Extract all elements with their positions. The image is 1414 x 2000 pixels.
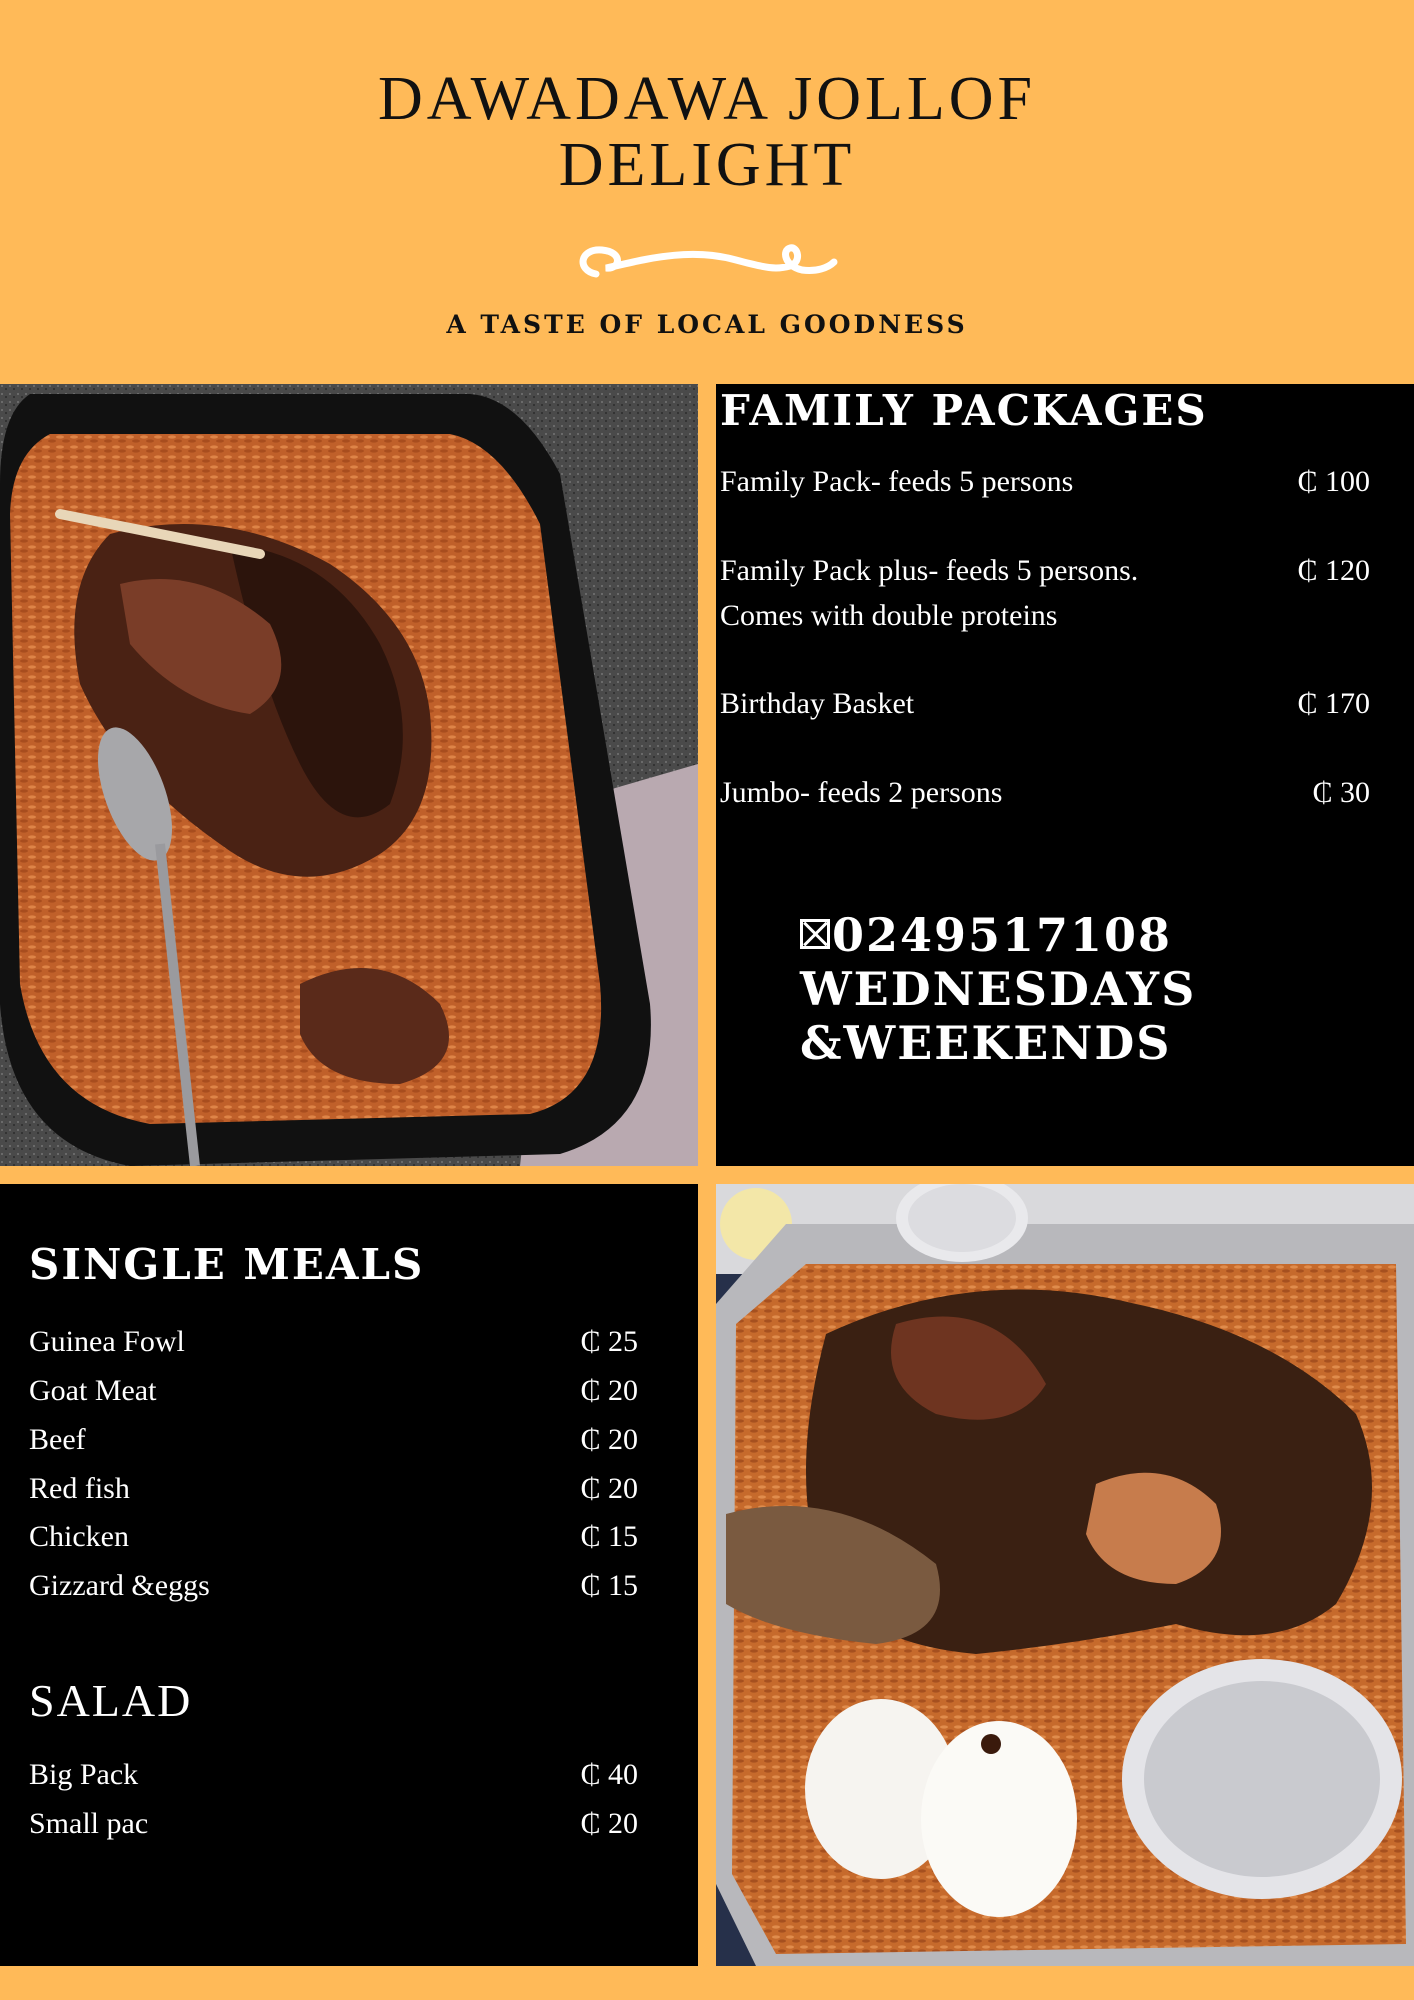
title-line-1: DAWADAWA JOLLOF [378,65,1036,133]
phone-icon [800,919,830,949]
family-item-price: ₵ 170 [1297,687,1370,720]
phone-row [800,908,1196,962]
salad-heading: SALAD [29,1675,193,1726]
single-item-name: Beef [29,1423,86,1456]
family-item-price: ₵ 100 [1297,465,1370,498]
single-item-price: ₵ 20 [580,1423,638,1456]
title-line-2: DELIGHT [558,131,856,199]
single-item-price: ₵ 15 [580,1520,638,1553]
salad-item-price: ₵ 40 [580,1758,638,1791]
family-item-name: Birthday Basket [720,687,915,720]
phone-number: 0249517108 [832,908,1173,962]
family-item-name: Family Pack- feeds 5 persons [720,465,1074,498]
tagline: A TASTE OF LOCAL GOODNESS [446,310,968,339]
family-packages-heading: FAMILY PACKAGES [720,386,1208,435]
single-meals-panel [0,1184,698,1966]
salad-item-name: Big Pack [29,1758,139,1791]
family-item-name: Jumbo- feeds 2 persons [720,776,1003,809]
single-item-name: Red fish [29,1472,130,1505]
family-item-price: ₵ 30 [1312,776,1370,809]
contact-info [800,908,1196,1070]
single-item-name: Goat Meat [29,1374,157,1407]
single-item-name: Gizzard &eggs [29,1569,210,1602]
single-meals-heading: SINGLE MEALS [29,1240,425,1289]
single-item-price: ₵ 15 [580,1569,638,1602]
family-item-price: ₵ 120 [1297,554,1370,587]
single-item-price: ₵ 25 [580,1325,638,1358]
salad-item-name: Small pac [29,1807,149,1840]
salad-item-price: ₵ 20 [580,1807,638,1840]
jollof-photo-bottom [716,1184,1414,1966]
open-days-line-1: WEDNESDAYS [800,962,1197,1016]
family-item-subtext: Comes with double proteins [720,599,1058,632]
jollof-photo-top [0,384,698,1166]
single-item-name: Chicken [29,1520,129,1553]
single-item-name: Guinea Fowl [29,1325,185,1358]
menu-header [0,0,1414,384]
restaurant-title [0,66,1414,198]
family-packages-panel [716,384,1414,1166]
decorative-swash-icon [576,240,838,286]
single-item-price: ₵ 20 [580,1374,638,1407]
single-item-price: ₵ 20 [580,1472,638,1505]
open-days-line-2: &WEEKENDS [800,1016,1172,1070]
family-item-name: Family Pack plus- feeds 5 persons. [720,554,1139,587]
